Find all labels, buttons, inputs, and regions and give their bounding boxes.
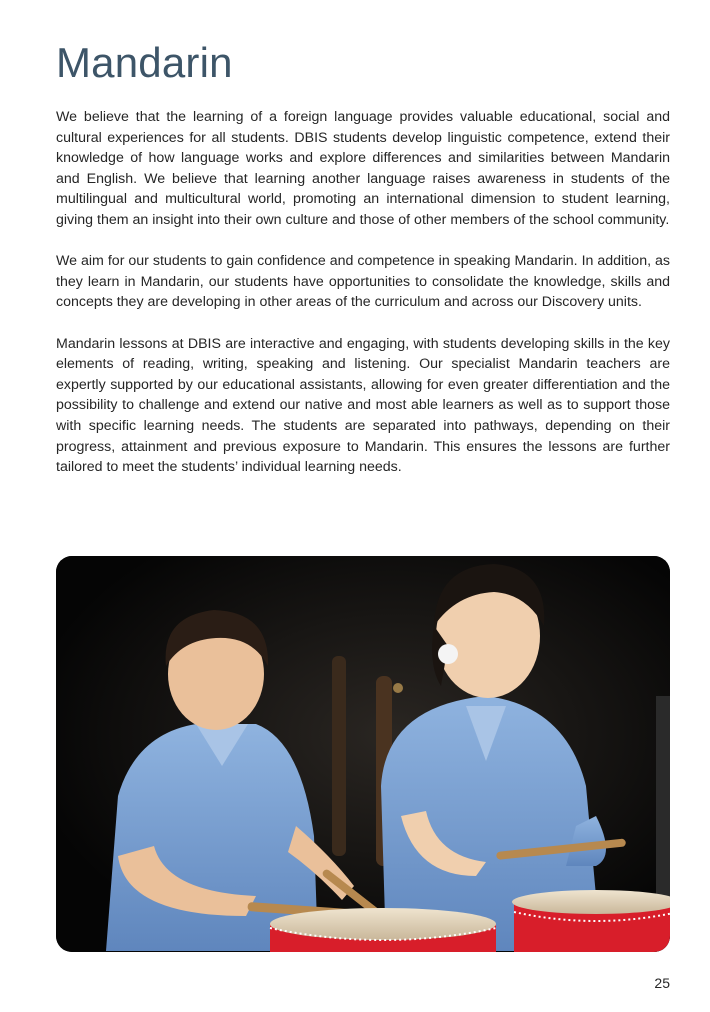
paragraph-aims: We aim for our students to gain confidence and competence in speaking Mandarin. In addition, as they learn in Mandarin, our students have opportunities to consolidate the knowledge, skills and concepts they are developing in other areas of the curriculum and across our Discovery units. — [56, 253, 670, 311]
background-instrument — [332, 656, 346, 856]
students-drumming-photo — [56, 556, 670, 952]
paragraph-intro: We believe that the learning of a foreign language provides valuable educational, social and cultural experiences for all students. DBIS students develop linguistic competence, extend their knowledge of how language works and explore differences and similarities between Mandarin and English. We believe that learning another language raises awareness in students of the multilingual and multicultural world, promoting an international dimension to student learning, giving them an insight into their own culture and those of other members of the school community. — [56, 109, 670, 228]
page-title: Mandarin — [56, 39, 233, 86]
page-number: 25 — [654, 975, 670, 991]
stage-light — [393, 683, 403, 693]
drum-right — [512, 890, 670, 952]
paragraph-lessons: Mandarin lessons at DBIS are interactive and engaging, with students developing skills in the key elements of reading, writing, speaking and listening. Our specialist Mandarin teachers are expertly supported by our educational assistants, allowing for even greater differentiation and the possibility to challenge and extend our native and most able learners as well as to support those with specific learning needs. The students are separated into pathways, depending on their progress, attainment and previous exposure to Mandarin. This ensures the lessons are further tailored to meet the students’ individual learning needs. — [56, 335, 670, 476]
drum-left — [270, 908, 496, 952]
body-text — [56, 107, 670, 498]
photo-illustration — [56, 556, 670, 952]
